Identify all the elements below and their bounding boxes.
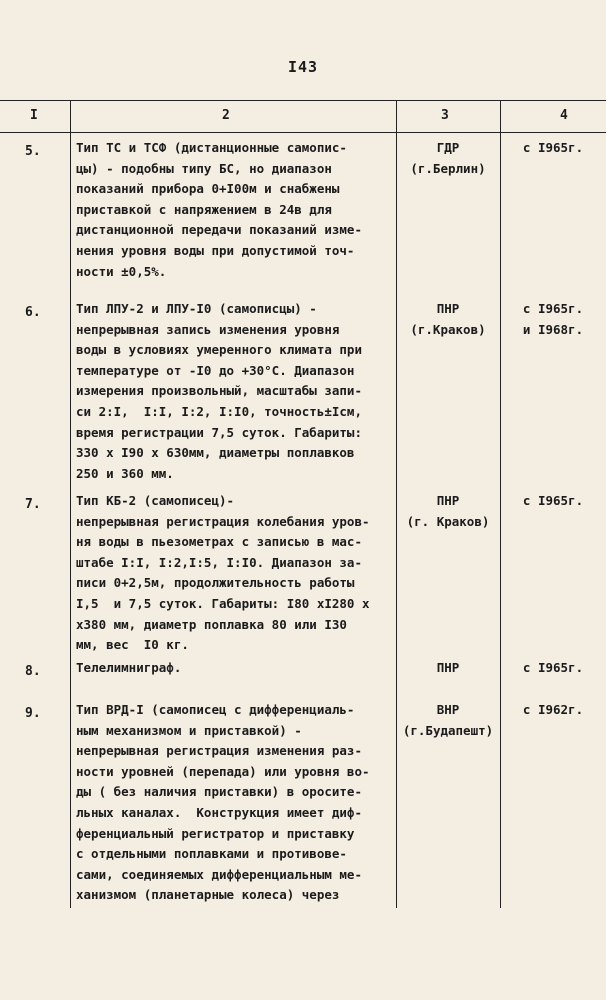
header-bottom-rule	[0, 132, 606, 133]
row-number-7: 7.	[25, 497, 41, 512]
row-description-5: Тип ТС и ТСФ (дистанционные самопис- цы) - подобны типу БС, но диапазон показаний прибора 0+I00м и снабжены приставкой с напряжением в 24в для дистанционной передачи показаний изме- нения уровня воды при допустимой точ- ности ±0,5%.	[76, 140, 362, 279]
column-divider-1	[70, 100, 71, 908]
row-country-9: ВНР (г.Будапешт)	[402, 702, 494, 738]
row-country-7: ПНР (г. Краков)	[406, 493, 490, 529]
column-header-1: I	[30, 108, 38, 123]
row-country-8: ПНР	[436, 660, 460, 675]
column-header-2: 2	[222, 108, 230, 123]
row-year-9: с I962г.	[522, 702, 584, 717]
row-description-9: Тип ВРД-I (самописец с дифференциаль- ным механизмом и приставкой) - непрерывная регистрация изменения раз- ности уровней (перепада) или уровня во- ды ( без наличия приставки) в оросите- льных каналах. Конструкция имеет диф- ференциальный регистратор и приставку с отдельными поплавками и противове- сами, соединяемых дифференциальным ме- ханизмом (планетарные колеса) через	[76, 702, 370, 903]
row-description-8: Телелимниграф.	[76, 660, 182, 675]
row-year-7: с I965г.	[522, 493, 584, 508]
row-description-7: Тип КБ-2 (самописец)- непрерывная регистрация колебания уров- ня воды в пьезометрах с записью в мас- штабе I:I, I:2,I:5, I:I0. Диапазон за- писи 0+2,5м, продолжительность работы I,5 и 7,5 суток. Габариты: I80 хI280 х х380 мм, диаметр поплавка 80 или I30 мм, вес I0 кг.	[76, 493, 370, 653]
row-description-6: Тип ЛПУ-2 и ЛПУ-I0 (самописцы) - непрерывная запись изменения уровня воды в условиях умеренного климата при температуре от -I0 до +30°С. Диапазон измерения произвольный, масштабы запи- си 2:I, I:I, I:2, I:I0, точность±Iсм, время регистрации 7,5 суток. Габариты: 330 х I90 х 630мм, диаметры поплавков 250 и 360 мм.	[76, 301, 362, 481]
row-year-6: с I965г. и I968г.	[522, 301, 584, 337]
row-number-9: 9.	[25, 706, 41, 721]
row-number-8: 8.	[25, 664, 41, 679]
row-number-6: 6.	[25, 305, 41, 320]
column-header-3: 3	[441, 108, 449, 123]
column-header-4: 4	[560, 108, 568, 123]
row-country-5: ГДР (г.Берлин)	[410, 140, 486, 176]
row-year-8: с I965г.	[522, 660, 584, 675]
row-country-6: ПНР (г.Краков)	[410, 301, 486, 337]
page-number: I43	[287, 58, 319, 76]
table-top-rule	[0, 100, 606, 101]
row-number-5: 5.	[25, 144, 41, 159]
row-year-5: с I965г.	[522, 140, 584, 155]
